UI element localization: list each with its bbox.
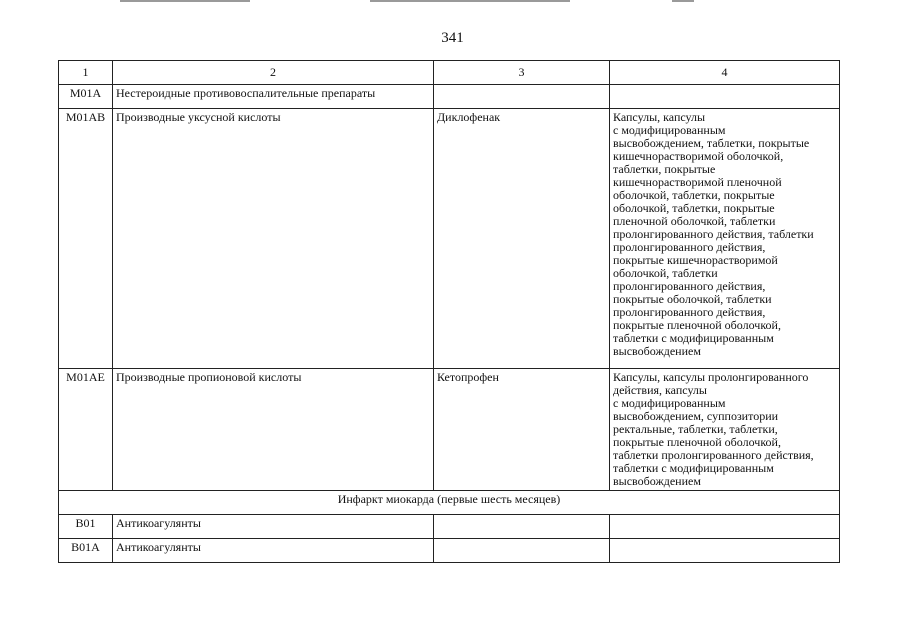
column-header: 3 (434, 61, 610, 85)
table-row (59, 85, 840, 109)
atc-code: B01 (59, 515, 113, 539)
group-name: Антикоагулянты (113, 539, 434, 563)
dosage-forms: Капсулы, капсулы с модифицированным высвобождением, таблетки, покрытые кишечнорастворимой оболочкой, таблетки, покрытые кишечнорастворимой пленочной оболочкой, таблетки, покрытые оболочкой, таблетки, покрытые пленочной оболочкой, таблетки пролонгированного действия, таблетки пролонгированного действия, покрытые кишечнорастворимой оболочкой, таблетки пролонгированного действия, покрытые оболочкой, таблетки пролонгированного действия, покрытые пленочной оболочкой, таблетки с модифицированным высвобождением (610, 109, 840, 369)
table-row (59, 369, 840, 491)
scan-artifact-line (672, 0, 694, 2)
section-title: Инфаркт миокарда (первые шесть месяцев) (59, 491, 840, 515)
header-row (59, 61, 840, 85)
table-row (59, 109, 840, 369)
scan-artifact-line (120, 0, 250, 2)
column-header: 2 (113, 61, 434, 85)
dosage-forms (610, 85, 840, 109)
drug-table (58, 60, 840, 563)
column-header: 4 (610, 61, 840, 85)
group-name: Антикоагулянты (113, 515, 434, 539)
dosage-forms (610, 515, 840, 539)
group-name: Производные уксусной кислоты (113, 109, 434, 369)
dosage-forms (610, 539, 840, 563)
atc-code: M01AB (59, 109, 113, 369)
page-number: 341 (441, 30, 464, 46)
scan-artifact-line (370, 0, 570, 2)
table-row (59, 539, 840, 563)
dosage-forms: Капсулы, капсулы пролонгированного действия, капсулы с модифицированным высвобождением, суппозитории ректальные, таблетки, таблетки, покрытые пленочной оболочкой, таблетки пролонгированного действия, таблетки с модифицированным высвобождением (610, 369, 840, 491)
atc-code: M01A (59, 85, 113, 109)
group-name: Нестероидные противовоспалительные препараты (113, 85, 434, 109)
drug-name: Кетопрофен (434, 369, 610, 491)
drug-name: Диклофенак (434, 109, 610, 369)
column-header: 1 (59, 61, 113, 85)
table-row (59, 515, 840, 539)
atc-code: M01AE (59, 369, 113, 491)
drug-name (434, 85, 610, 109)
section-row (59, 491, 840, 515)
group-name: Производные пропионовой кислоты (113, 369, 434, 491)
drug-name (434, 539, 610, 563)
drug-name (434, 515, 610, 539)
atc-code: B01A (59, 539, 113, 563)
